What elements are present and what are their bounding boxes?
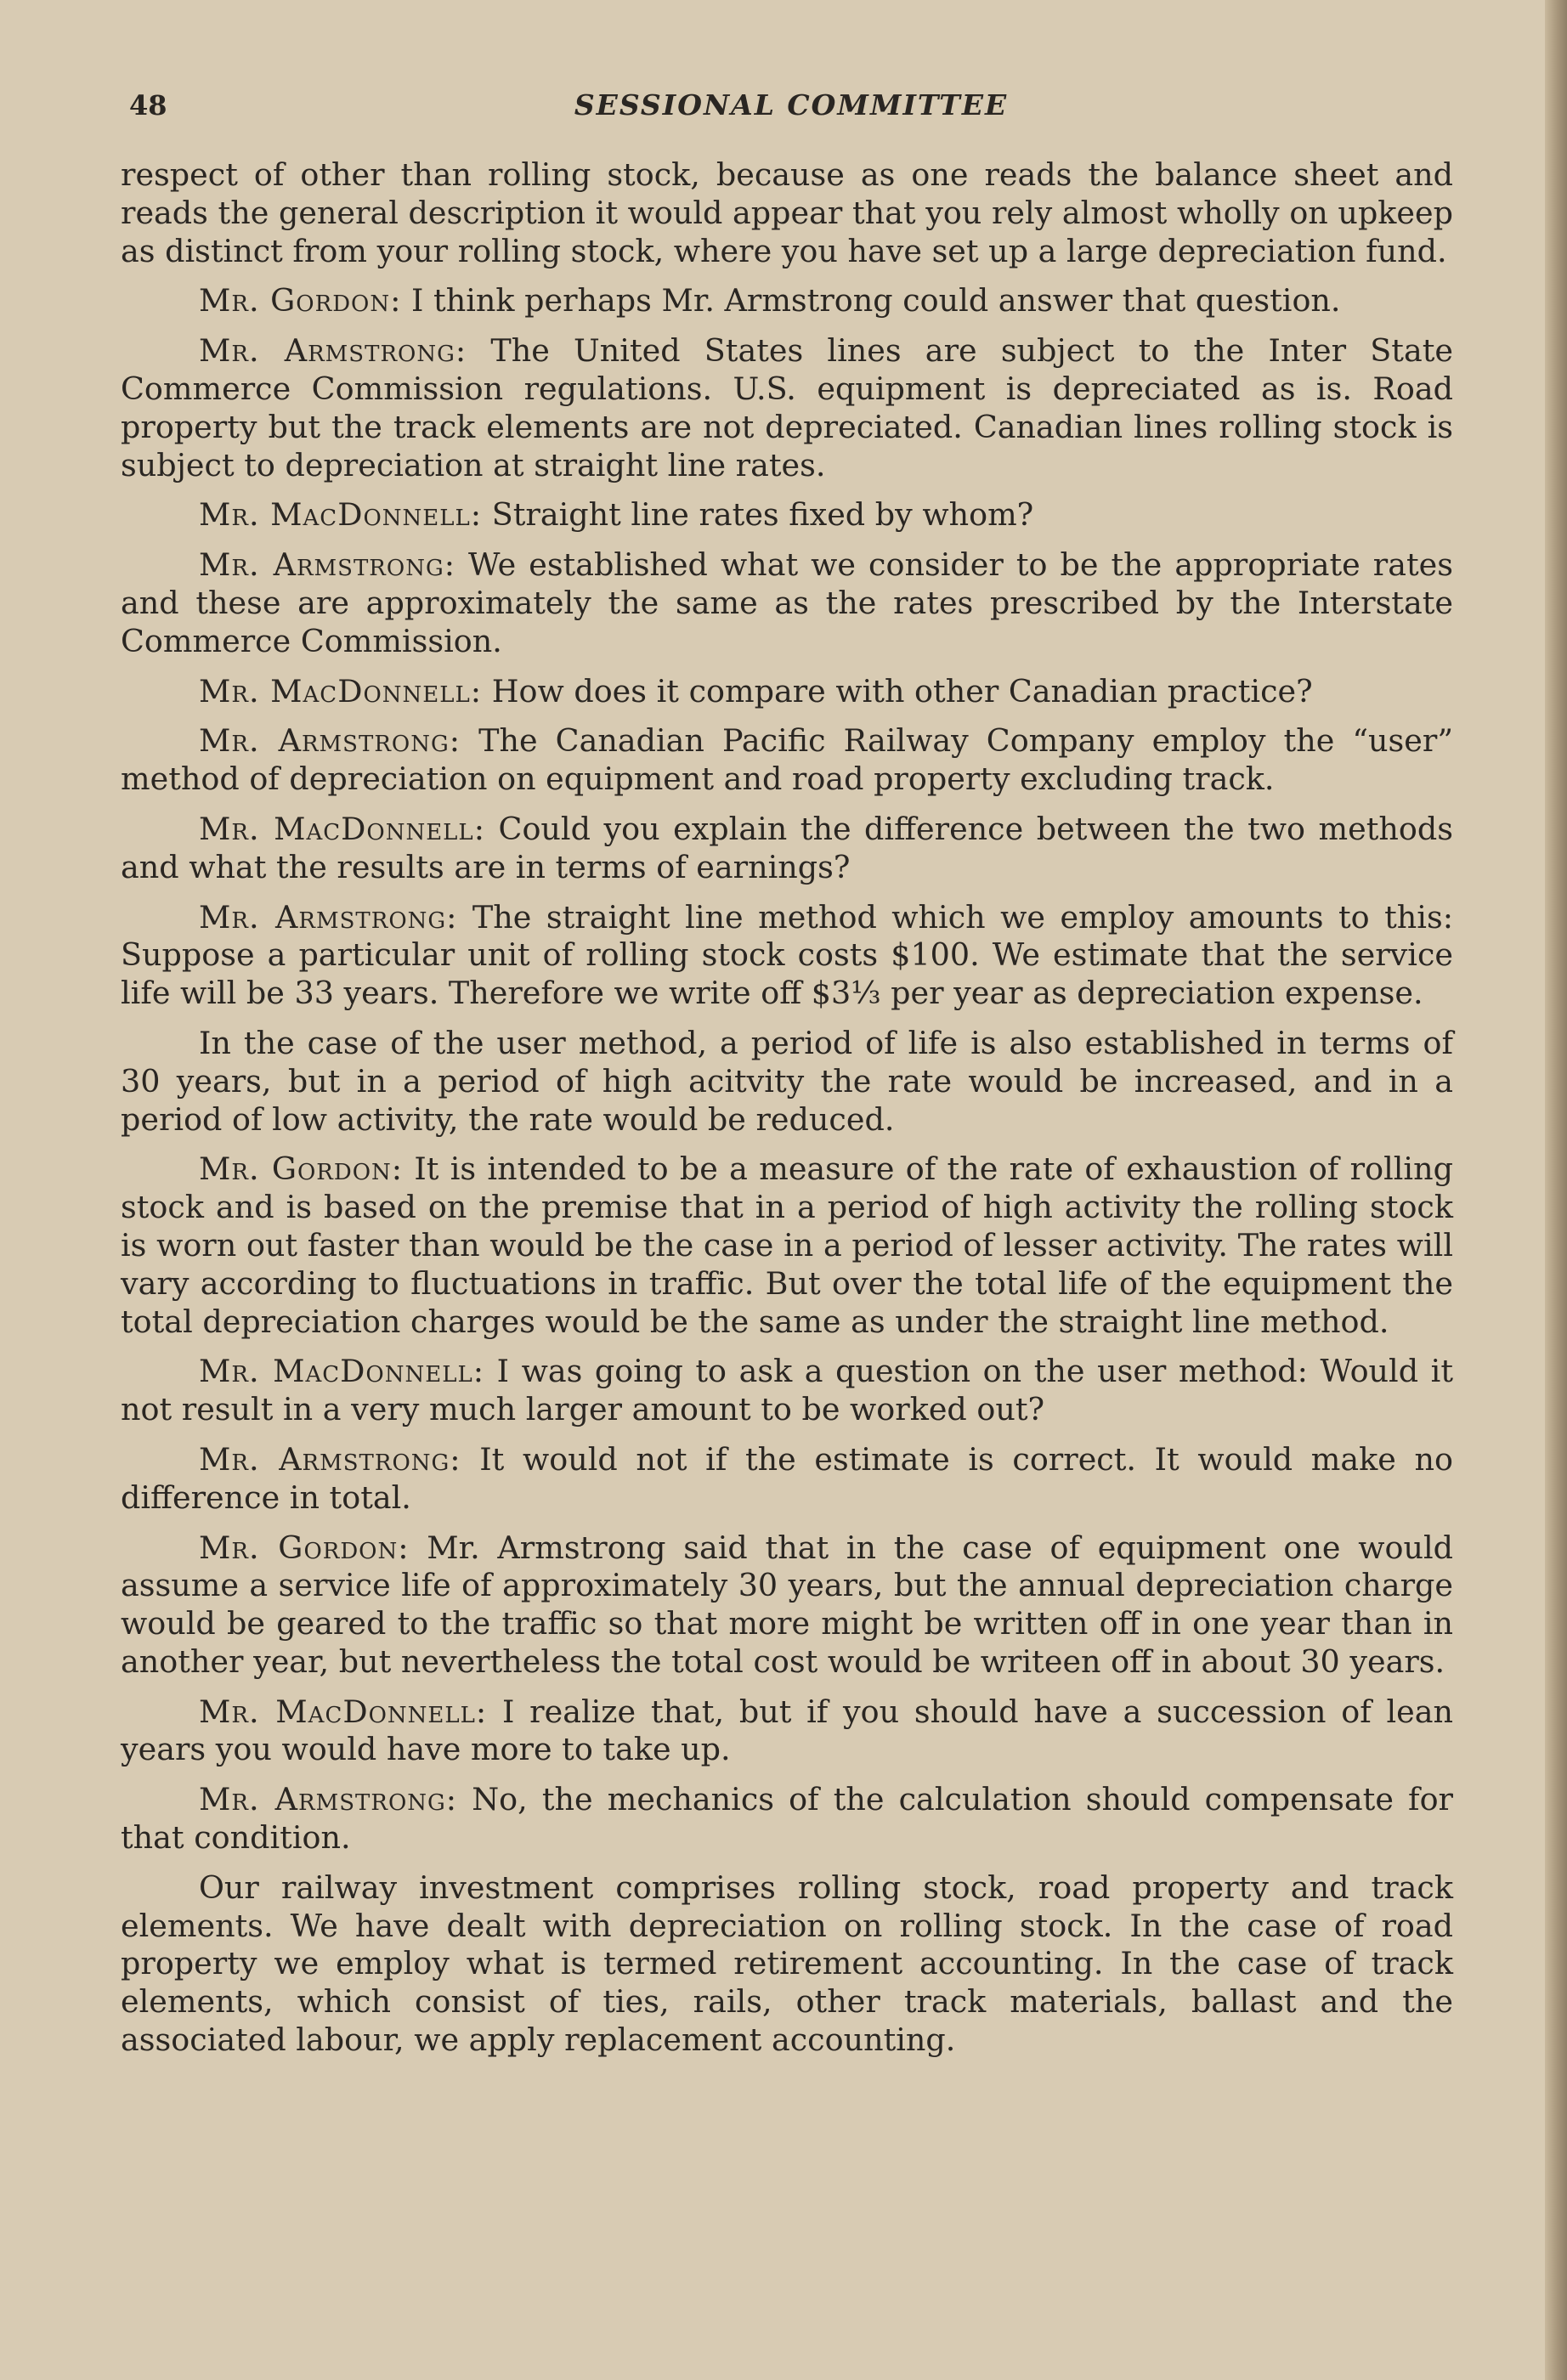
paragraph (121, 156, 1453, 270)
page-header (129, 88, 1453, 126)
paragraph-text: I realize that, but if you should have a succession of lean years you would have more to take up. (121, 1693, 1453, 1768)
paragraph (121, 1353, 1453, 1429)
paragraph (121, 1693, 1453, 1770)
paragraph-text: Mr. Armstrong said that in the case of equipment one would assume a service life of approximately 30 years, but the annual depreciation charge would be geared to the traffic so that more might be written off in one year than in another year, but nevertheless the total cost would be writeen off in about 30 years. (121, 1529, 1453, 1680)
running-title: SESSIONAL COMMITTEE (574, 88, 1009, 122)
speaker-name: Mr. Gordon: (199, 1150, 404, 1188)
paragraph-text: We established what we consider to be the appropriate rates and these are approximately the same as the rates prescribed by the Interstate Commerce Commission. (121, 546, 1453, 659)
paragraph (121, 496, 1453, 534)
paragraph (121, 282, 1453, 320)
paragraph (121, 1781, 1453, 1857)
paragraph (121, 332, 1453, 484)
page-number: 48 (129, 89, 167, 122)
paragraph (121, 673, 1453, 711)
paragraph (121, 1441, 1453, 1518)
paragraph (121, 811, 1453, 887)
paragraph-text: The United States lines are subject to the Inter State Commerce Commission regulations. U.S. equipment is depreciated as is. Road property but the track elements are not depreciated. Canadian lines rolling stock is subject to depreciation at straight line rates. (121, 332, 1453, 483)
transcript-body (121, 156, 1453, 2072)
paragraph (121, 1150, 1453, 1341)
paragraph-text: No, the mechanics of the calculation should compensate for that condition. (121, 1781, 1453, 1857)
paragraph-text: I was going to ask a question on the user method: Would it not result in a very much larger amount to be worked out? (121, 1353, 1453, 1428)
paragraph-text: I think perhaps Mr. Armstrong could answer that question. (401, 282, 1341, 319)
speaker-name: Mr. MacDonnell: (199, 672, 483, 709)
speaker-name: Mr. Armstrong: (199, 1440, 461, 1478)
page-edge-shadow (1545, 0, 1567, 2380)
paragraph-text: Could you explain the difference between the two methods and what the results are in terms of earnings? (121, 810, 1453, 885)
speaker-name: Mr. MacDonnell: (199, 1353, 485, 1390)
paragraph-text: How does it compare with other Canadian practice? (482, 672, 1313, 709)
speaker-name: Mr. MacDonnell: (199, 810, 485, 847)
paragraph (121, 899, 1453, 1013)
speaker-name: Mr. MacDonnell: (199, 1693, 488, 1730)
speaker-name: Mr. Armstrong: (199, 546, 456, 584)
paragraph-text: The Canadian Pacific Railway Company employ the “user” method of depreciation on equipment and road property excluding track. (121, 722, 1453, 798)
paragraph (121, 1529, 1453, 1682)
paragraph-text: In the case of the user method, a period of life is also established in terms of 30 years, but in a period of high acitvity the rate would be increased, and in a period of low activity, the rate would be reduced. (121, 1024, 1453, 1138)
paragraph-text: The straight line method which we employ amounts to this: Suppose a particular unit of rolling stock costs $100. We estimate that the service life will be 33 years. Therefore we write off $3⅓ per year as depreciation expense. (121, 898, 1453, 1012)
paragraph (121, 1025, 1453, 1139)
paragraph-text: It is intended to be a measure of the rate of exhaustion of rolling stock and is based on the premise that in a period of high activity the rolling stock is worn out faster than would be the case in a period of lesser activity. The rates will vary according to fluctuations in traffic. But over the total life of the equipment the total depreciation charges would be the same as under the straight line method. (121, 1150, 1453, 1340)
speaker-name: Mr. Armstrong: (199, 1781, 458, 1818)
paragraph-text: Our railway investment comprises rolling stock, road property and track elements. We have dealt with depreciation on rolling stock. In the case of road property we employ what is termed retirement accounting. In the case of track elements, which consist of ties, rails, other track materials, ballast and the associated labour, we apply replacement accounting. (121, 1868, 1453, 2059)
paragraph (121, 1869, 1453, 2060)
paragraph (121, 546, 1453, 660)
speaker-name: Mr. MacDonnell: (199, 496, 483, 534)
speaker-name: Mr. Armstrong: (199, 332, 467, 370)
speaker-name: Mr. Gordon: (199, 282, 402, 319)
paragraph-text: Straight line rates fixed by whom? (482, 496, 1034, 534)
speaker-name: Mr. Armstrong: (199, 722, 461, 760)
paragraph-text: It would not if the estimate is correct. It would make no difference in total. (121, 1440, 1453, 1516)
paragraph-text: respect of other than rolling stock, because as one reads the balance sheet and reads the general description it would appear that you rely almost wholly on upkeep as distinct from your rolling stock, where you have set up a large depreciation fund. (121, 156, 1453, 269)
speaker-name: Mr. Armstrong: (199, 898, 458, 936)
speaker-name: Mr. Gordon: (199, 1529, 410, 1566)
paragraph (121, 722, 1453, 799)
